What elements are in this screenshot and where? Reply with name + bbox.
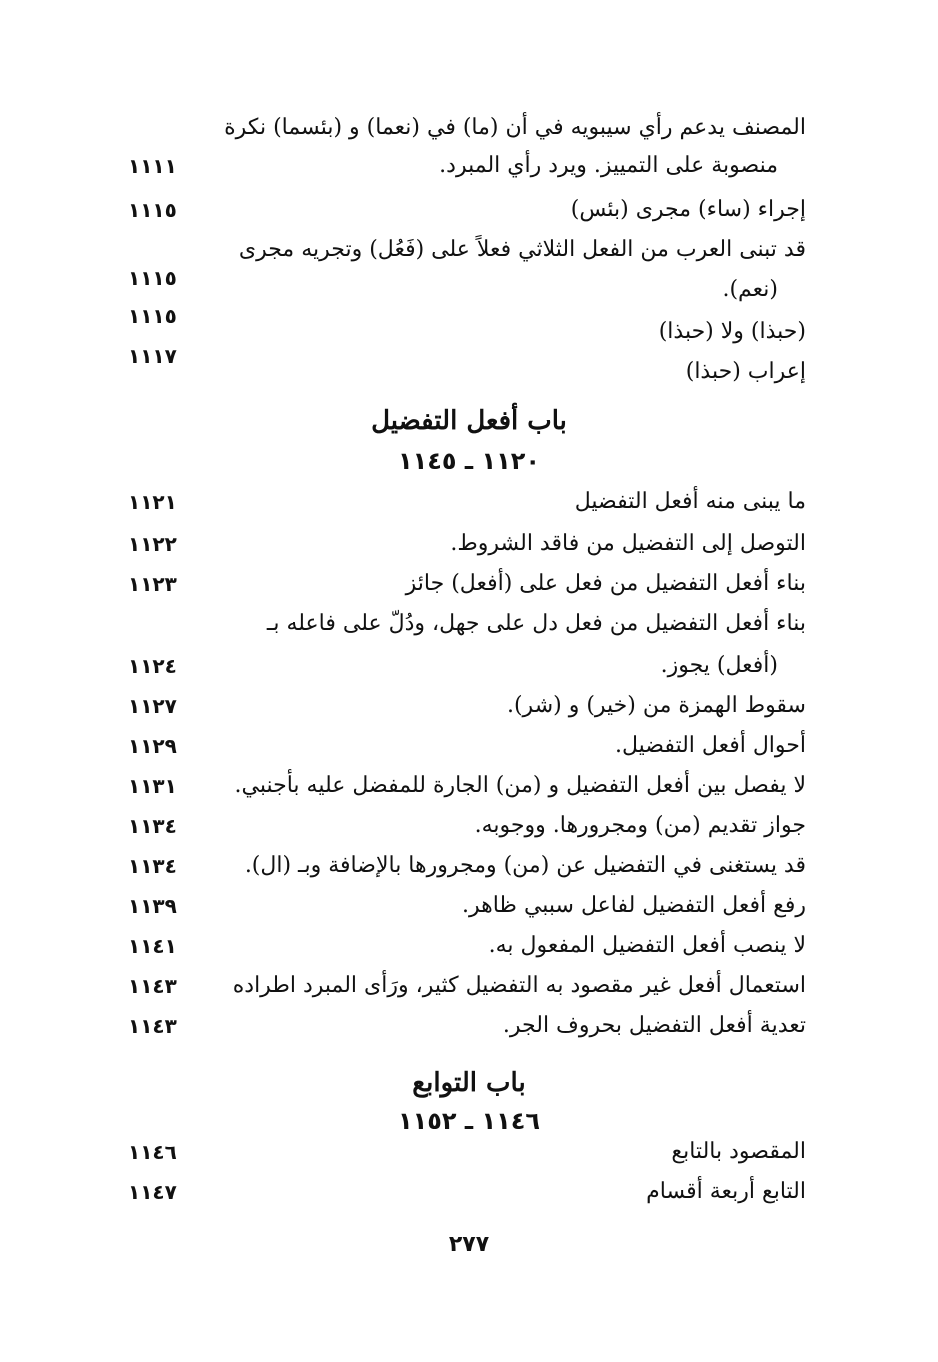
entry-page-number: ١١٤١ [128, 934, 177, 958]
toc-entry [0, 192, 938, 232]
entry-text: (حبذا) ولا (حبذا) [658, 319, 806, 344]
entry-page-number: ١١٤٣ [128, 1014, 177, 1038]
entry-page-number: ١١٤٣ [128, 974, 177, 998]
entry-page-number: ١١٢٤ [128, 654, 177, 678]
entry-page-number: ١١٤٧ [128, 1180, 177, 1204]
section-page-range: ١١٢٠ ـ ١١٤٥ [397, 447, 541, 475]
entry-text: المصنف يدعم رأي سيبويه في أن (ما) في (نعما) و (بئسما) نكرة [224, 115, 806, 140]
entry-text-continued: (أفعل) يجوز. [660, 653, 778, 678]
entry-page-number: ١١٤٦ [128, 1140, 177, 1164]
toc-entry-continued [0, 148, 938, 188]
entry-page-number: ١١٣٤ [128, 814, 177, 838]
entry-text: رفع أفعل التفضيل لفاعل سببي ظاهر. [462, 893, 806, 918]
entry-text: التابع أربعة أقسام [646, 1179, 806, 1204]
entry-text: إجراء (ساء) مجرى (بئس) [570, 197, 806, 222]
entry-text: تعدية أفعل التفضيل بحروف الجر. [502, 1013, 806, 1038]
page-number: ٢٧٧ [448, 1232, 490, 1257]
entry-page-number: ١١١١ [128, 154, 177, 178]
entry-page-number: ١١١٥ [128, 198, 177, 222]
section-page-range: ١١٤٦ ـ ١١٥٢ [397, 1107, 541, 1135]
entry-text: لا يفصل بين أفعل التفضيل و (من) الجارة للمفضل عليه بأجنبي. [234, 773, 806, 798]
toc-entry [0, 768, 938, 808]
entry-text-continued: (نعم). [722, 277, 778, 302]
entry-text: لا ينصب أفعل التفضيل المفعول به. [488, 933, 806, 958]
section-title: باب أفعل التفضيل [371, 406, 567, 436]
entry-page-number: ١١١٥ [128, 266, 177, 290]
entry-page-number: ١١٣٩ [128, 894, 177, 918]
toc-entry [0, 344, 938, 394]
entry-page-number: ١١٣١ [128, 774, 177, 798]
entry-text: التوصل إلى التفضيل من فاقد الشروط. [450, 531, 806, 556]
toc-entry [0, 526, 938, 566]
toc-entry [0, 808, 938, 848]
entry-text: بناء أفعل التفضيل من فعل دل على جهل، ودُلّ على فاعله بـ [266, 611, 806, 636]
toc-entry [0, 848, 938, 888]
entry-text: قد يستغنى في التفضيل عن (من) ومجرورها بالإضافة وبـ (ال). [244, 853, 806, 878]
entry-text: ما يبنى منه أفعل التفضيل [574, 489, 806, 514]
entry-text: إعراب (حبذا) [685, 359, 806, 384]
toc-entry [0, 110, 938, 150]
entry-text: جواز تقديم (من) ومجرورها. ووجوبه. [474, 813, 806, 838]
toc-entry [0, 728, 938, 768]
toc-entry [0, 566, 938, 606]
entry-text: المقصود بالتابع [671, 1139, 806, 1164]
entry-text: قد تبنى العرب من الفعل الثلاثي فعلاً على (فَعُل) وتجريه مجرى [238, 237, 806, 262]
section-title: باب التوابع [412, 1068, 526, 1098]
entry-page-number: ١١٢٢ [128, 532, 177, 556]
entry-page-number: ١١٣٤ [128, 854, 177, 878]
entry-text: أحوال أفعل التفضيل. [614, 733, 806, 758]
toc-entry [0, 928, 938, 968]
toc-entry [0, 606, 938, 646]
entry-page-number: ١١١٧ [128, 344, 177, 368]
toc-entry-continued [0, 648, 938, 688]
entry-page-number: ١١٢٩ [128, 734, 177, 758]
entry-page-number: ١١٢١ [128, 490, 177, 514]
entry-page-number: ١١١٥ [128, 304, 177, 328]
entry-page-number: ١١٢٧ [128, 694, 177, 718]
entry-page-number: ١١٢٣ [128, 572, 177, 596]
entry-text-continued: منصوبة على التمييز. ويرد رأي المبرد. [439, 153, 778, 178]
toc-entry [0, 688, 938, 728]
toc-entry [0, 1174, 938, 1214]
toc-entry [0, 484, 938, 524]
entry-text: استعمال أفعل غير مقصود به التفضيل كثير، ورَأى المبرد اطراده [232, 973, 806, 998]
toc-entry [0, 968, 938, 1008]
toc-entry [0, 1134, 938, 1174]
toc-entry [0, 1008, 938, 1048]
toc-entry [0, 888, 938, 928]
entry-text: سقوط الهمزة من (خير) و (شر). [506, 693, 806, 718]
entry-text: بناء أفعل التفضيل من فعل على (أفعل) جائز [405, 571, 806, 596]
